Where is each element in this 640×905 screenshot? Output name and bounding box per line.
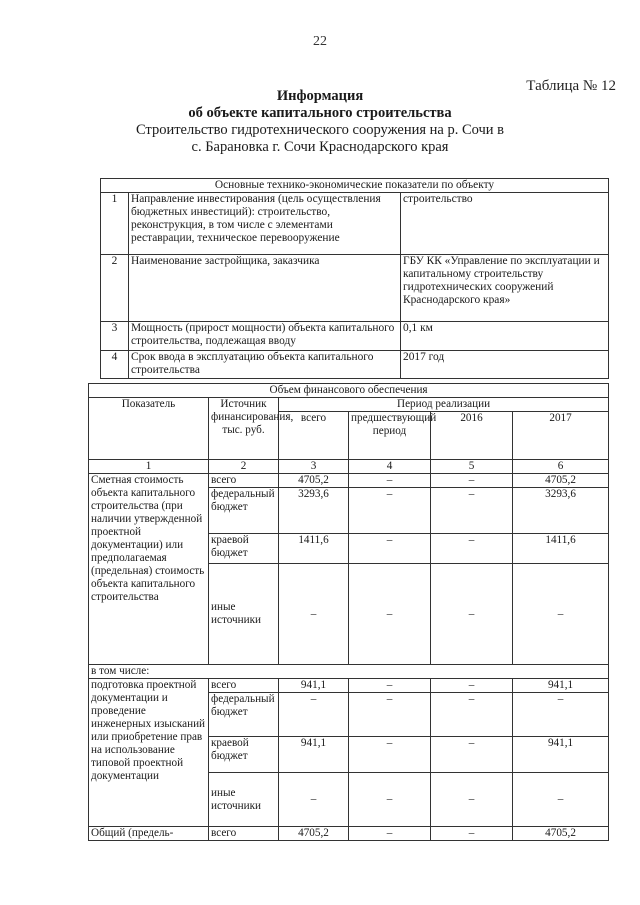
col-2017: 2017 xyxy=(513,412,609,460)
value-2017: 941,1 xyxy=(513,679,609,693)
value-2017: 4705,2 xyxy=(513,474,609,488)
indicator-value: 2017 год xyxy=(401,351,609,379)
col-period: Период реализации xyxy=(279,398,609,412)
value-2016: – xyxy=(431,679,513,693)
row-number: 1 xyxy=(101,193,129,255)
value-2016: – xyxy=(431,488,513,534)
col-num: 4 xyxy=(349,460,431,474)
last-row-label: Общий (предель- xyxy=(89,827,209,841)
value-prev: – xyxy=(349,534,431,564)
indicator-label: Мощность (прирост мощности) объекта капитального строительства, подлежащая вводу xyxy=(129,322,401,351)
indicator-label: Наименование застройщика, заказчика xyxy=(129,255,401,322)
value-2017: – xyxy=(513,693,609,737)
indicator-value: ГБУ КК «Управление по эксплуатации и капитальному строительству гидротехнических сооружений Краснодарского края» xyxy=(401,255,609,322)
financing-table xyxy=(88,383,609,841)
value-prev: – xyxy=(349,693,431,737)
indicator-value: 0,1 км xyxy=(401,322,609,351)
indicator-label: Срок ввода в эксплуатацию объекта капитального строительства xyxy=(129,351,401,379)
value-total: 941,1 xyxy=(279,737,349,773)
financing-header: Объем финансового обеспечения xyxy=(89,384,609,398)
group-label: Сметная стоимость объекта капитального строительства (при наличии утвержденной проектной документации) или предполагаемая (предельная) стоимость объекта капитального строительства xyxy=(89,474,209,665)
page-number: 22 xyxy=(313,34,327,49)
in-that-row: в том числе: xyxy=(89,665,609,679)
col-num: 5 xyxy=(431,460,513,474)
value-total: 1411,6 xyxy=(279,534,349,564)
source-cell: всего xyxy=(209,679,279,693)
col-num: 3 xyxy=(279,460,349,474)
group-label: подготовка проектной документации и проведение инженерных изысканий или приобретение прав на использование типовой проектной документации xyxy=(89,679,209,827)
document-title xyxy=(0,88,640,156)
value-prev: – xyxy=(349,737,431,773)
source-cell: иные источники xyxy=(209,564,279,665)
source-cell: краевой бюджет xyxy=(209,534,279,564)
value-prev: – xyxy=(349,564,431,665)
col-prev: предшествующий период xyxy=(349,412,431,460)
col-indicator: Показатель xyxy=(89,398,209,460)
value-2016: – xyxy=(431,534,513,564)
value-total: – xyxy=(279,693,349,737)
col-num: 2 xyxy=(209,460,279,474)
value-total: 4705,2 xyxy=(279,474,349,488)
value-2016: – xyxy=(431,474,513,488)
indicators-header: Основные технико-экономические показатели по объекту xyxy=(101,179,609,193)
title-line-4: с. Барановка г. Сочи Краснодарского края xyxy=(191,139,449,155)
source-cell: всего xyxy=(209,827,279,841)
value-prev: – xyxy=(349,773,431,827)
col-2016: 2016 xyxy=(431,412,513,460)
value-2016: – xyxy=(431,773,513,827)
source-cell: всего xyxy=(209,474,279,488)
value-total: – xyxy=(279,564,349,665)
value-2016: – xyxy=(431,693,513,737)
source-cell: иные источники xyxy=(209,773,279,827)
value-total: 941,1 xyxy=(279,679,349,693)
col-num: 1 xyxy=(89,460,209,474)
value-2017: 941,1 xyxy=(513,737,609,773)
value-2017: 3293,6 xyxy=(513,488,609,534)
row-number: 4 xyxy=(101,351,129,379)
value-2016: – xyxy=(431,564,513,665)
value-2017: – xyxy=(513,564,609,665)
value-prev: – xyxy=(349,474,431,488)
indicators-table xyxy=(100,178,609,379)
col-num: 6 xyxy=(513,460,609,474)
value-prev: – xyxy=(349,679,431,693)
source-cell: федеральный бюджет xyxy=(209,693,279,737)
value-2017: 1411,6 xyxy=(513,534,609,564)
value-2016: – xyxy=(431,827,513,841)
source-cell: краевой бюджет xyxy=(209,737,279,773)
row-number: 3 xyxy=(101,322,129,351)
row-number: 2 xyxy=(101,255,129,322)
value-2016: – xyxy=(431,737,513,773)
value-2017: 4705,2 xyxy=(513,827,609,841)
col-source: Источник финансирования, тыс. руб. xyxy=(209,398,279,460)
value-total: 4705,2 xyxy=(279,827,349,841)
value-total: 3293,6 xyxy=(279,488,349,534)
col-total: всего xyxy=(279,412,349,460)
title-line-2: об объекте капитального строительства xyxy=(188,105,452,121)
value-total: – xyxy=(279,773,349,827)
title-line-3: Строительство гидротехнического сооружения на р. Сочи в xyxy=(135,122,505,138)
value-prev: – xyxy=(349,827,431,841)
value-2017: – xyxy=(513,773,609,827)
indicator-value: строительство xyxy=(401,193,609,255)
value-prev: – xyxy=(349,488,431,534)
title-line-1: Информация xyxy=(276,88,364,104)
indicator-label: Направление инвестирования (цель осуществления бюджетных инвестиций): строительство, реконструкция, в том числе с элементами реставрации, техническое перевооружение xyxy=(129,193,401,255)
source-cell: федеральный бюджет xyxy=(209,488,279,534)
table-label: Таблица № 12 xyxy=(526,78,616,94)
